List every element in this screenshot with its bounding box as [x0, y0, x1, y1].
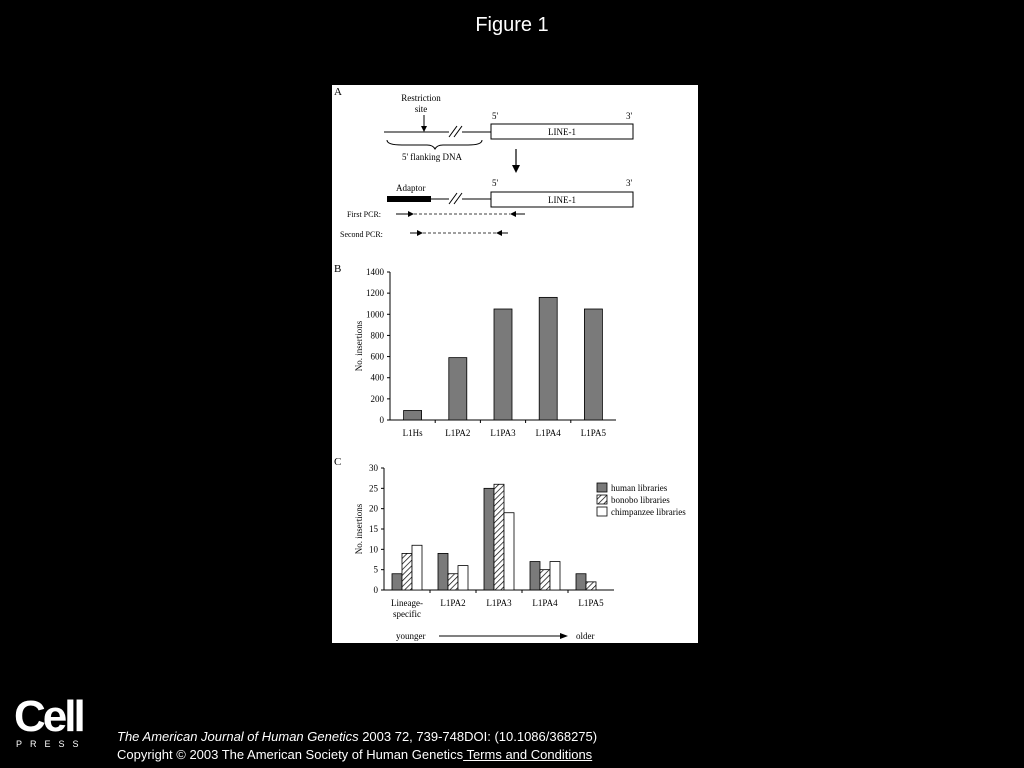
y-axis-label: No. insertions [354, 503, 364, 555]
x-tick-label: L1PA4 [535, 428, 561, 438]
bar-solid [530, 562, 540, 590]
copyright-line [117, 747, 592, 762]
five-prime-label: 5' [492, 111, 499, 121]
y-tick-label: 20 [369, 503, 378, 514]
bar-solid [576, 574, 586, 590]
terms-link[interactable]: Terms and Conditions [463, 747, 593, 762]
y-tick-label: 30 [369, 463, 378, 473]
bar [539, 297, 557, 420]
line1-label: LINE-1 [548, 195, 576, 205]
panel-c-label: C [334, 456, 342, 468]
legend-swatch-solid [597, 483, 607, 492]
x-tick-label: L1Hs [402, 428, 423, 438]
panel-b-chart [334, 263, 616, 438]
three-prime-label: 3' [626, 111, 633, 121]
adaptor-label: Adaptor [396, 183, 426, 193]
line1-label: LINE-1 [548, 127, 576, 137]
restriction-arrowhead [421, 126, 427, 132]
logo-word: Cell [14, 692, 83, 741]
flanking-brace [387, 140, 482, 149]
y-tick-label: 600 [370, 351, 384, 362]
legend-label: bonobo libraries [611, 495, 670, 505]
copyright-text: Copyright © 2003 The American Society of Human Genetics [117, 747, 464, 762]
first-pcr-label: First PCR: [347, 210, 382, 219]
axis-note-younger: younger [396, 631, 426, 641]
bar-solid [392, 574, 402, 590]
three-prime-label: 3' [626, 178, 633, 188]
bar-white [550, 562, 560, 590]
cell-press-logo [14, 692, 87, 752]
bar-hatch [448, 574, 458, 590]
process-arrowhead [512, 165, 520, 173]
y-tick-label: 0 [373, 585, 378, 595]
flanking-dna-label: 5' flanking DNA [401, 152, 463, 162]
y-tick-label: 25 [369, 483, 378, 494]
bar-white [504, 513, 514, 590]
x-tick-label: L1PA2 [445, 428, 471, 438]
logo-sub: PRESS [16, 739, 87, 749]
figure-svg [332, 85, 698, 643]
bar-white [412, 545, 422, 590]
y-tick-label: 10 [369, 544, 378, 555]
panel-b-label: B [334, 263, 342, 275]
figure-panel [332, 85, 698, 643]
legend-swatch-white [597, 507, 607, 516]
bar [449, 358, 467, 420]
figure-title: Figure 1 [475, 14, 549, 36]
y-axis-label: No. insertions [354, 320, 364, 372]
citation [117, 729, 597, 744]
y-tick-label: 15 [369, 524, 378, 534]
age-arrowhead [560, 633, 568, 639]
y-tick-label: 1200 [366, 288, 384, 299]
restriction-site-label-line1: Restriction [401, 93, 441, 103]
x-tick-label: L1PA5 [580, 428, 606, 438]
x-tick-label: L1PA3 [486, 598, 512, 608]
bar [404, 410, 422, 420]
bar-solid [484, 488, 494, 590]
bar-hatch [540, 570, 550, 590]
y-tick-label: 1000 [366, 309, 384, 320]
first-pcr-primer-forward-head [408, 211, 414, 217]
x-tick-label: L1PA2 [440, 598, 466, 608]
x-tick-label: Lineage- [391, 598, 423, 608]
x-tick-label: L1PA4 [532, 598, 558, 608]
y-tick-label: 400 [370, 372, 384, 383]
panel-a-label: A [334, 86, 342, 98]
y-tick-label: 5 [373, 564, 378, 575]
second-pcr-primer-reverse-head [496, 230, 502, 236]
x-tick-label: L1PA3 [490, 428, 516, 438]
citation-details: 2003 72, 739-748DOI: (10.1086/368275) [358, 729, 598, 744]
x-tick-label: specific [393, 609, 421, 619]
bar-solid [438, 553, 448, 590]
axis-note-older: older [576, 631, 595, 641]
bar-hatch [402, 553, 412, 590]
y-tick-label: 800 [370, 330, 384, 341]
second-pcr-label: Second PCR: [340, 230, 383, 239]
y-tick-label: 200 [370, 393, 384, 404]
second-pcr-primer-forward-head [417, 230, 423, 236]
y-tick-label: 1400 [366, 267, 384, 277]
x-tick-label: L1PA5 [578, 598, 604, 608]
first-pcr-primer-reverse-head [510, 211, 516, 217]
legend-label: human libraries [611, 483, 668, 493]
journal-name: The American Journal of Human Genetics [117, 729, 359, 744]
panel-a-diagram [334, 86, 633, 239]
legend-label: chimpanzee libraries [611, 507, 686, 517]
adaptor-block [387, 196, 431, 202]
panel-c-chart [334, 456, 686, 641]
bar-white [458, 566, 468, 590]
five-prime-label: 5' [492, 178, 499, 188]
y-tick-label: 0 [379, 415, 384, 425]
bar [494, 309, 512, 420]
legend-swatch-hatch [597, 495, 607, 504]
bar-hatch [494, 484, 504, 590]
bar-hatch [586, 582, 596, 590]
bar [584, 309, 602, 420]
restriction-site-label-line2: site [414, 104, 428, 114]
